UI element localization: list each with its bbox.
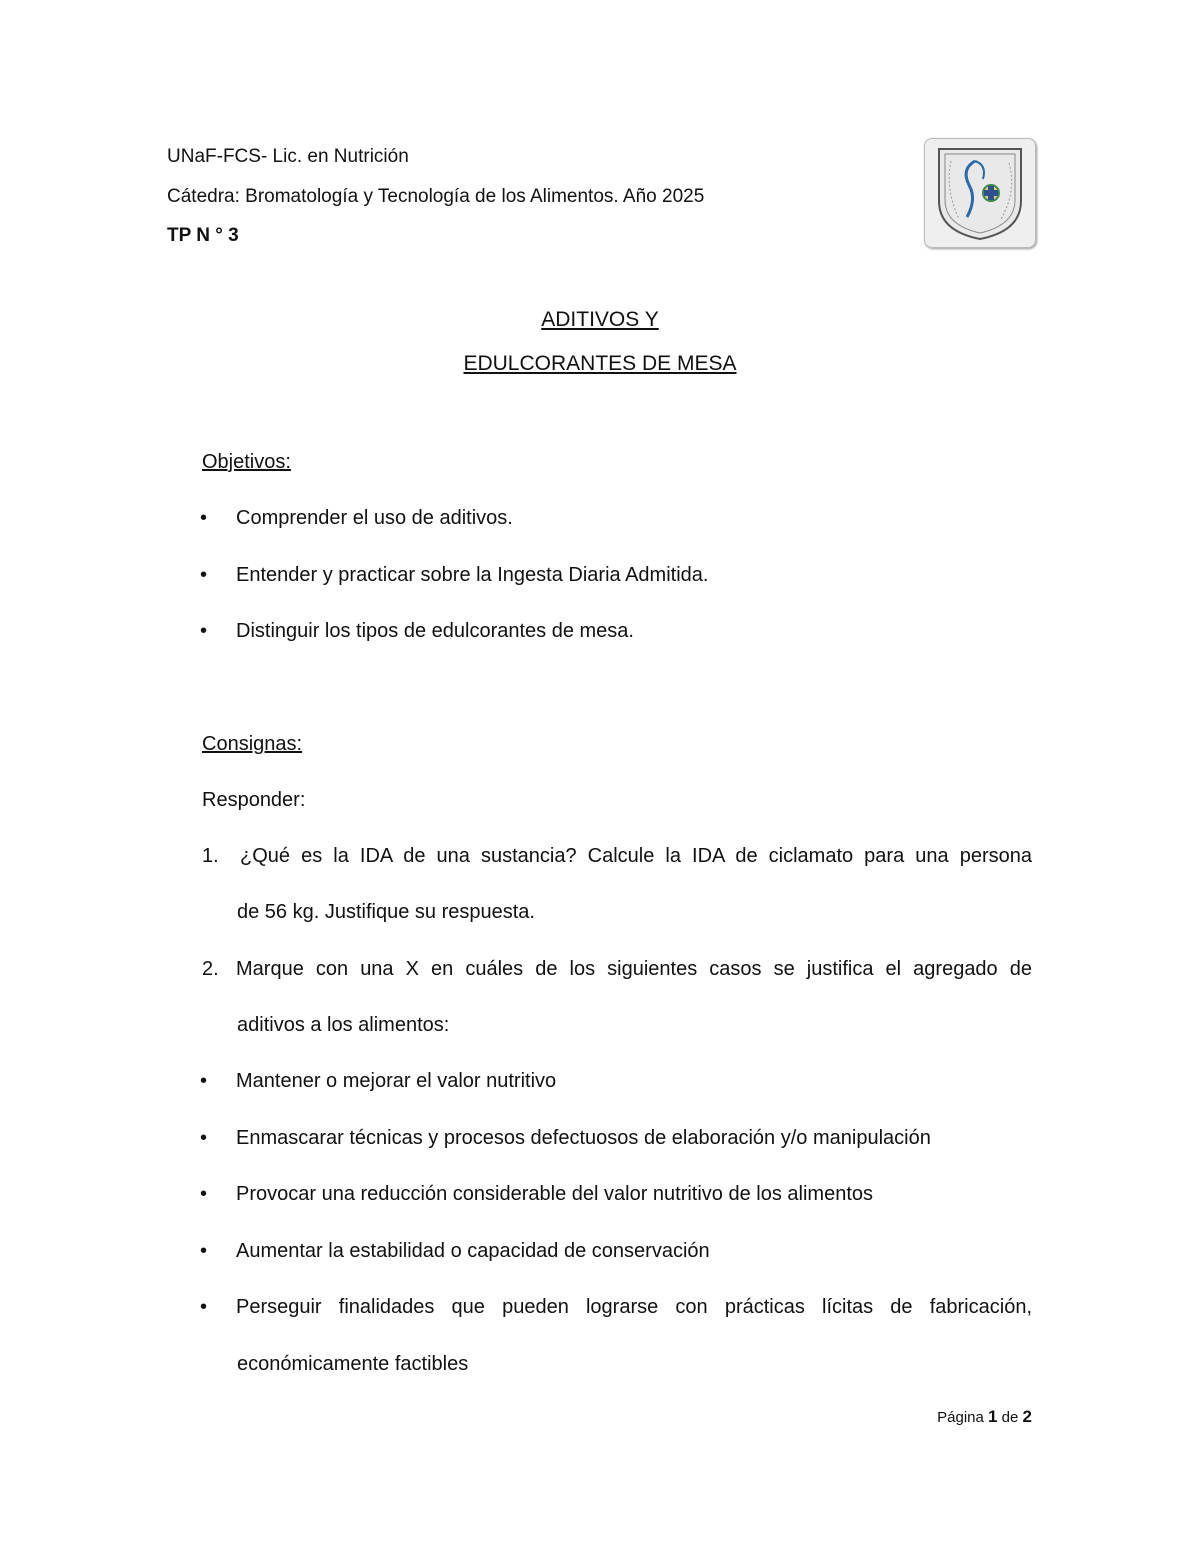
consignas-heading: Consignas:	[202, 733, 303, 755]
question-1-line-2: de 56 kg. Justifique su respuesta.	[237, 901, 535, 923]
option-item-5-line-2: económicamente factibles	[237, 1353, 469, 1375]
bullet-icon: •	[200, 1183, 208, 1205]
header-catedra: Cátedra: Bromatología y Tecnología de los Alimentos. Año 2025	[167, 186, 705, 207]
bullet-icon: •	[200, 507, 208, 529]
title-line-1: ADITIVOS Y	[541, 308, 659, 331]
title-line-2: EDULCORANTES DE MESA	[463, 352, 737, 375]
option-item-3: Provocar una reducción considerable del valor nutritivo de los alimentos	[236, 1183, 874, 1205]
footer-of-word: de	[1001, 1409, 1019, 1426]
question-1-line-1: ¿Qué es la IDA de una sustancia? Calcule la IDA de ciclamato para una persona	[240, 845, 1032, 867]
header-institution: UNaF-FCS- Lic. en Nutrición	[167, 146, 409, 167]
question-2-line-2: aditivos a los alimentos:	[237, 1014, 450, 1036]
option-item-1: Mantener o mejorar el valor nutritivo	[236, 1070, 557, 1092]
header-tp-number: TP N ° 3	[167, 225, 239, 246]
question-2-line-1: Marque con una X en cuáles de los siguientes casos se justifica el agregado de	[236, 958, 1032, 980]
page-footer	[937, 1407, 1032, 1427]
option-item-4: Aumentar la estabilidad o capacidad de conservación	[236, 1240, 710, 1262]
bullet-icon: •	[200, 620, 208, 642]
bullet-icon: •	[200, 1070, 208, 1092]
consignas-intro: Responder:	[202, 789, 306, 811]
bullet-icon: •	[200, 1240, 208, 1262]
option-item-5: Perseguir finalidades que pueden lograrse con prácticas lícitas de fabricación,	[236, 1296, 1032, 1318]
bullet-icon: •	[200, 1296, 208, 1318]
question-1-number: 1.	[202, 845, 219, 867]
objectives-heading: Objetivos:	[202, 451, 291, 473]
question-2-number: 2.	[202, 958, 219, 980]
objective-item-1: Comprender el uso de aditivos.	[236, 507, 513, 529]
footer-page-word: Página	[937, 1409, 984, 1426]
option-item-2: Enmascarar técnicas y procesos defectuosos de elaboración y/o manipulación	[236, 1127, 931, 1149]
footer-current-page: 1	[988, 1407, 998, 1426]
footer-total-pages: 2	[1022, 1407, 1032, 1426]
objective-item-3: Distinguir los tipos de edulcorantes de mesa.	[236, 620, 634, 642]
bullet-icon: •	[200, 564, 208, 586]
objective-item-2: Entender y practicar sobre la Ingesta Diaria Admitida.	[236, 564, 709, 586]
university-shield-logo-icon	[924, 138, 1036, 248]
bullet-icon: •	[200, 1127, 208, 1149]
